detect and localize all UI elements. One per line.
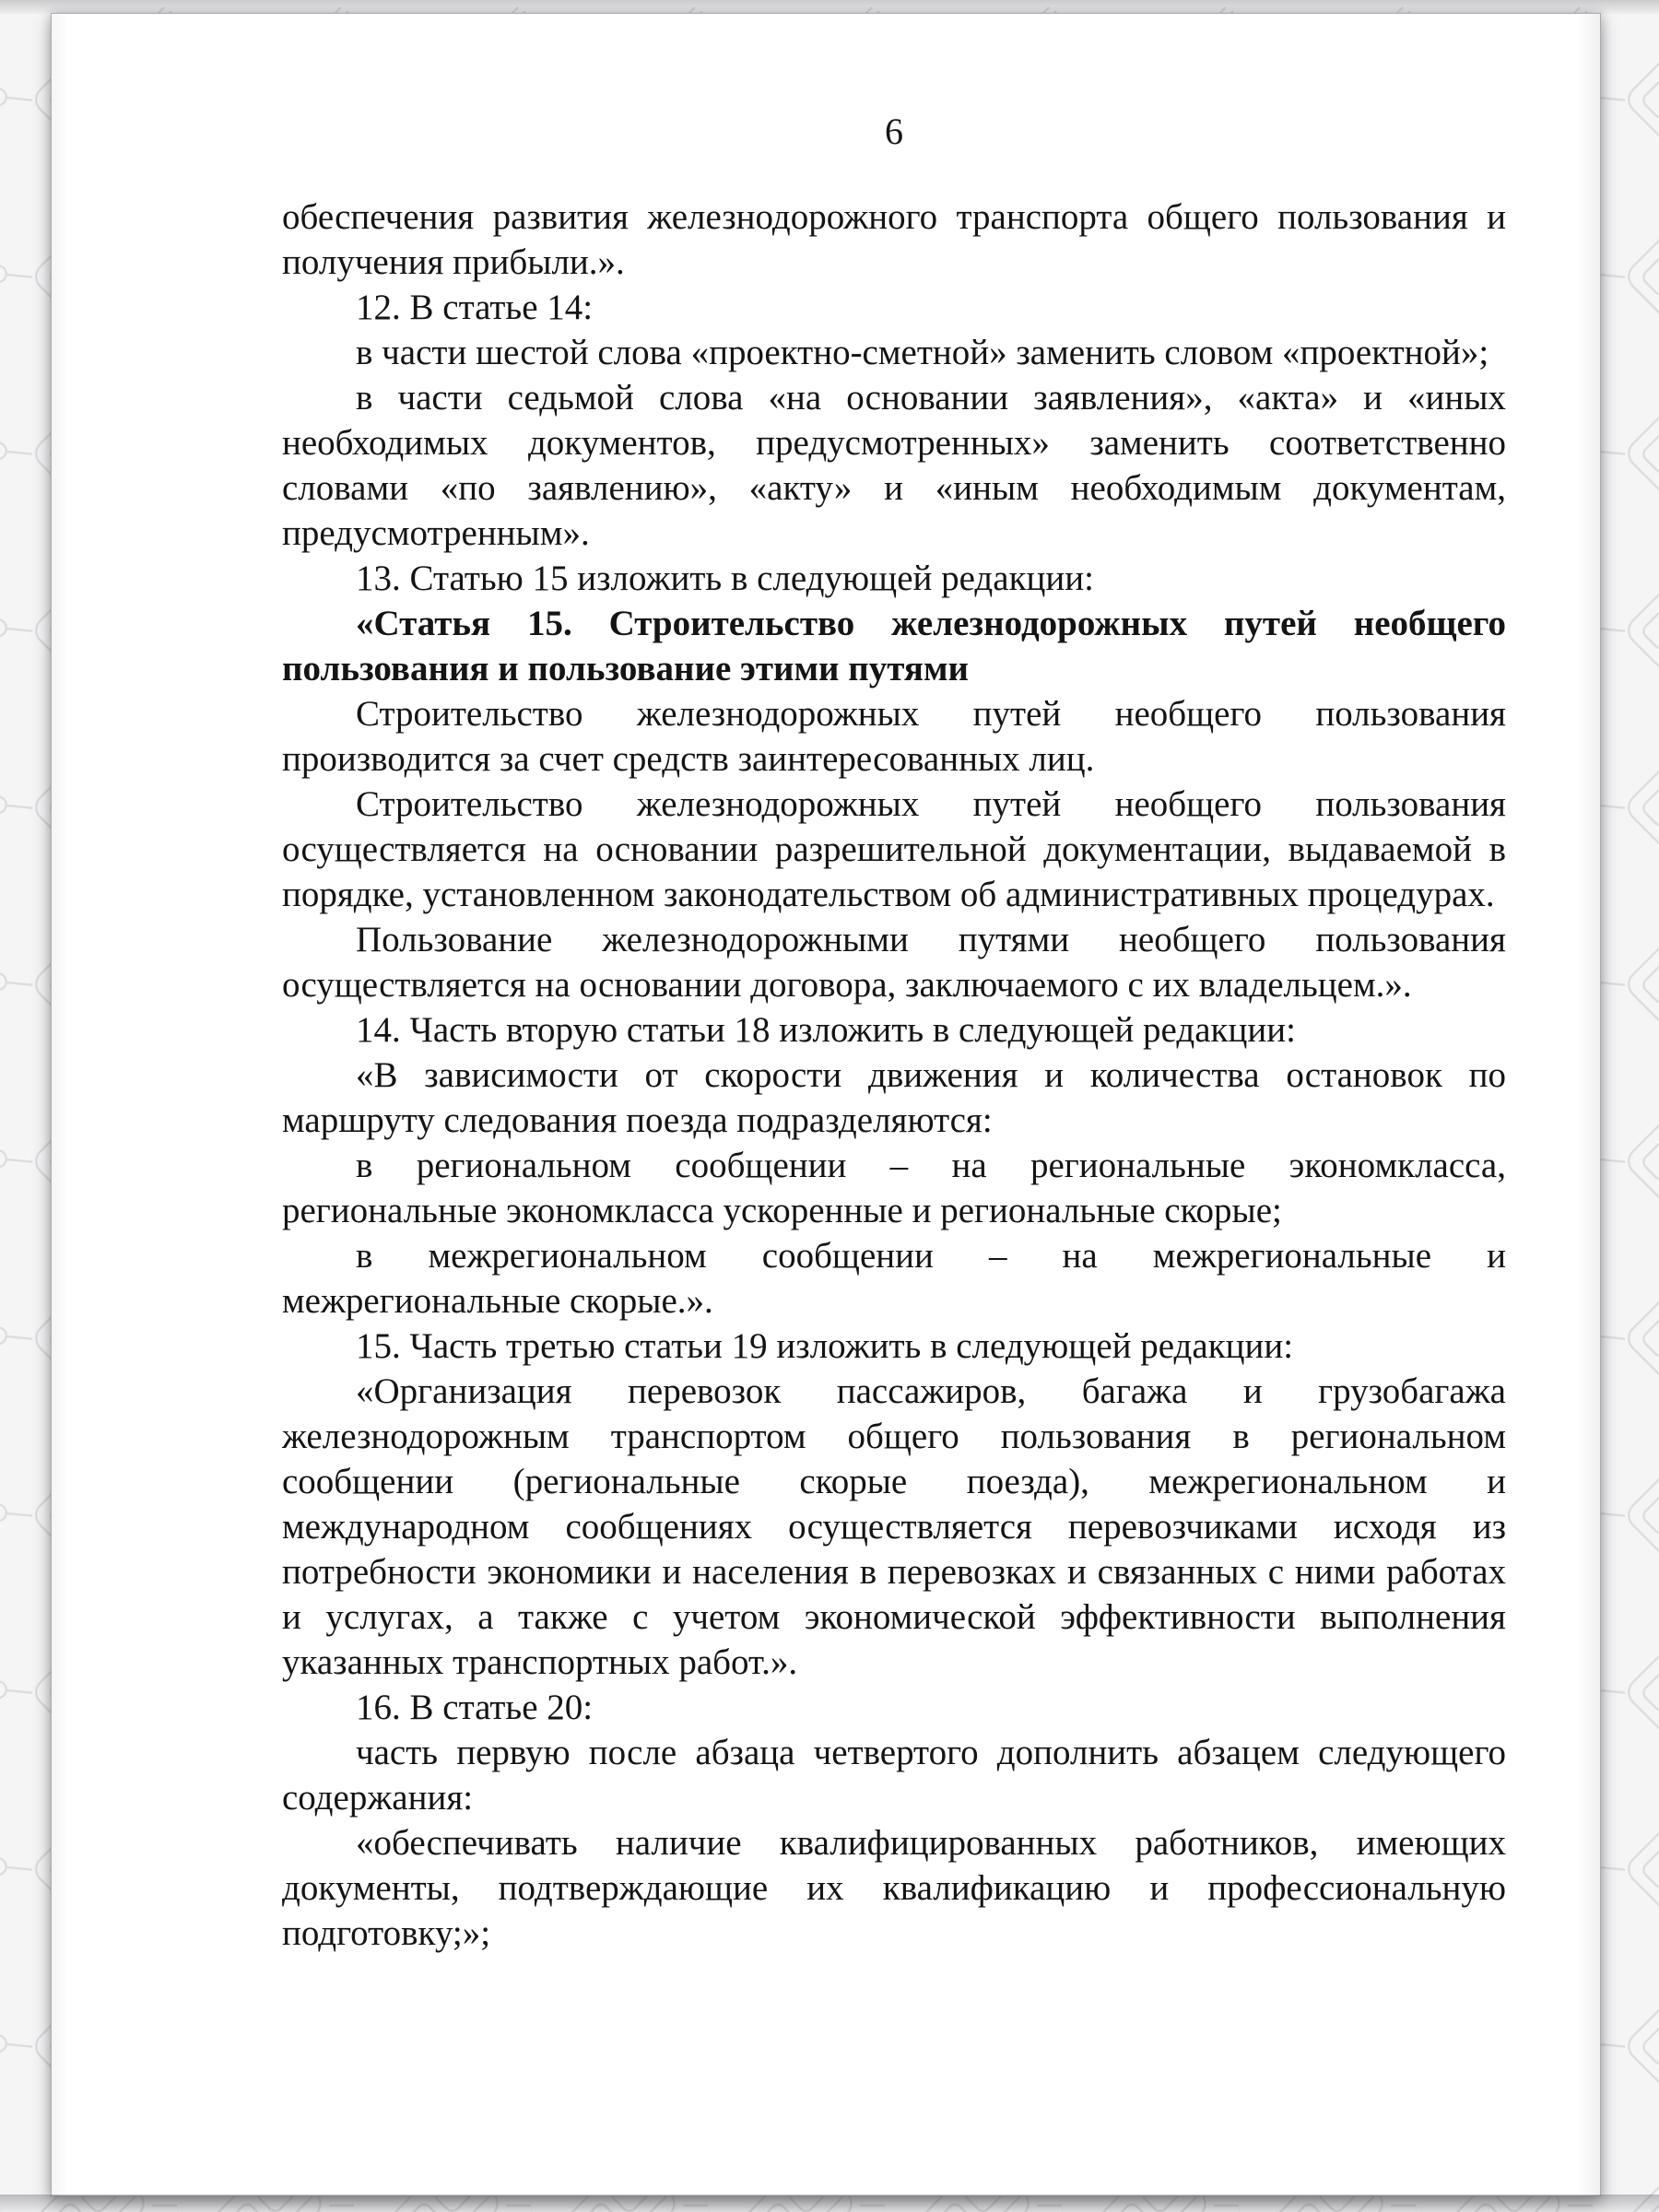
document-text — [282, 194, 1506, 1956]
top-edge-shadow — [0, 0, 1659, 14]
paragraph: обеспечения развития железнодорожного транспорта общего пользования и получения прибыли.». — [282, 197, 1506, 282]
paragraph: Строительство железнодорожных путей необщего пользования осуществляется на основании разрешительной документации, выдаваемой в порядке, установленном законодательством об административных процедурах. — [282, 784, 1506, 914]
paragraph: Строительство железнодорожных путей необщего пользования производится за счет средств заинтересованных лиц. — [282, 694, 1506, 779]
paragraph: в части седьмой слова «на основании заявления», «акта» и «иных необходимых документов, предусмотренных» заменить соответственно словами «по заявлению», «акту» и «иным необходимым документам, предусмотренным». — [282, 378, 1506, 553]
paragraph: в части шестой слова «проектно-сметной» заменить словом «проектной»; — [356, 333, 1489, 372]
paragraph: 13. Статью 15 изложить в следующей редакции: — [356, 559, 1094, 598]
paragraph: часть первую после абзаца четвертого дополнить абзацем следующего содержания: — [282, 1733, 1506, 1818]
bottom-edge-shadow — [0, 2194, 1659, 2212]
paragraph: «Организация перевозок пассажиров, багажа и грузобагажа железнодорожным транспортом общего пользования в региональном сообщении (региональные скорые поезда), межрегиональном и международном сообщениях осуществляется перевозчиками исходя из потребности экономики и населения в перевозках и связанных с ними работах и услугах, а также с учетом экономической эффективности выполнения указанных транспортных работ.». — [282, 1371, 1506, 1682]
paragraph: в региональном сообщении – на региональные экономкласса, региональные экономкласса ускоренные и региональные скорые; — [282, 1146, 1506, 1230]
paragraph: «обеспечивать наличие квалифицированных работников, имеющих документы, подтверждающие их квалификацию и профессиональную подготовку;»; — [282, 1823, 1506, 1953]
paragraph: 12. В статье 14: — [356, 288, 594, 327]
document-page — [51, 13, 1601, 2196]
paragraph: 15. Часть третью статьи 19 изложить в следующей редакции: — [356, 1326, 1294, 1366]
paragraph: в межрегиональном сообщении – на межрегиональные и межрегиональные скорые.». — [282, 1236, 1506, 1321]
paragraph: «Статья 15. Строительство железнодорожных путей необщего пользования и пользование этими путями — [282, 604, 1506, 688]
paragraph: Пользование железнодорожными путями необщего пользования осуществляется на основании договора, заключаемого с их владельцем.». — [282, 920, 1506, 1005]
paragraph: 16. В статье 20: — [356, 1688, 594, 1727]
paragraph: 14. Часть вторую статьи 18 изложить в следующей редакции: — [356, 1010, 1296, 1050]
page-number: 6 — [885, 111, 903, 152]
paragraph: «В зависимости от скорости движения и количества остановок по маршруту следования поезда подразделяются: — [282, 1055, 1506, 1140]
